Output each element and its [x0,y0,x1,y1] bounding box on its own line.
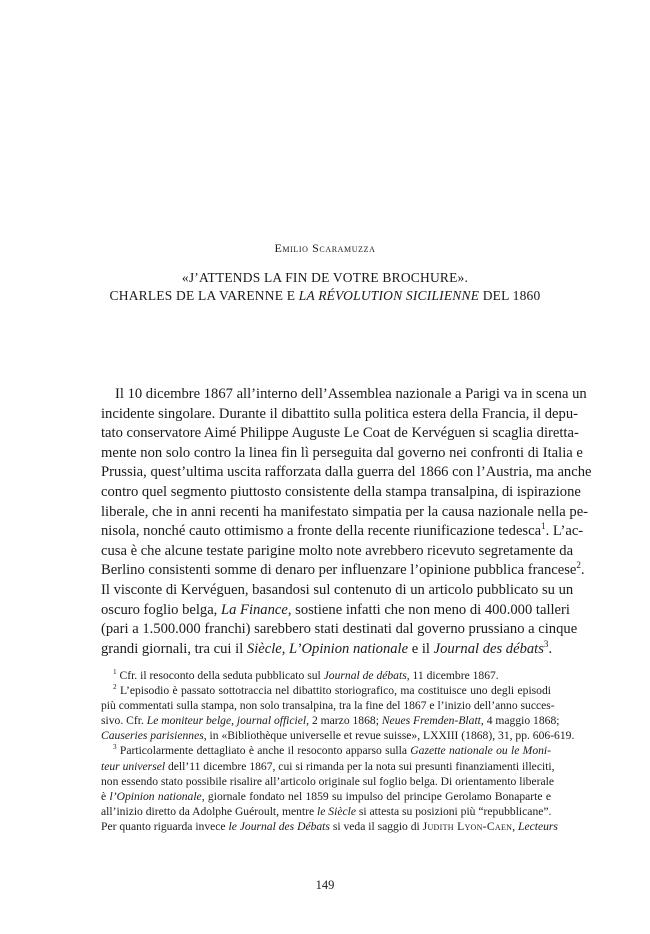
footnote-line: all’inizio diretto da Adolphe Guéroult, mentre le Siècle si attesta su posizioni più “repubblicane”. [101,804,552,818]
footnote-line: più commentati sulla stampa, non solo transalpina, tra la fine del 1867 e l’inizio dell’anno succes- [101,699,555,713]
footnote-ref[interactable]: 1 [541,521,546,532]
footnote-2: $^2$ L’episodio è passato sottotraccia nel dibattito storiografico, ma costituisce uno degli episodi [113,683,551,698]
footnote-line: è l’Opinion nationale, giornale fondato nel 1859 su impulso del principe Gerolamo Bonaparte e [101,789,551,803]
author-name: Emilio Scaramuzza [274,241,376,255]
article-title [0,269,650,305]
footnote-3: $^3$ Particolarmente dettagliato è anche il resoconto apparso sulla Gazette nationale ou le Moni- [113,743,551,758]
title-line-1: «J’ATTENDS LA FIN DE VOTRE BROCHURE». [181,270,469,285]
title-line-2: CHARLES DE LA VARENNE E LA RÉVOLUTION SICILIENNE DEL 1860 [109,288,541,303]
body-line: nisola, nonché cauto ottimismo a fronte della recente riunificazione tedesca$^1$. L’ac- [101,521,584,540]
footnote-ref[interactable]: 2 [576,560,581,571]
footnote-ref[interactable]: 3 [543,638,549,649]
body-line: Berlino consistenti somme di denaro per influenzare l’opinione pubblica francese$^2$. [101,560,585,579]
footnote-line: non essendo stato possibile risalire all’articolo originale sul foglio belga. Di orientamento liberale [101,774,554,788]
body-line: oscuro foglio belga, La Finance, sostiene infatti che non meno di 400.000 talleri [101,601,570,618]
body-line: tato conservatore Aimé Philippe Auguste Le Coat de Kervéguen si scaglia diretta- [101,425,579,442]
body-line: incidente singolare. Durante il dibattito sulla politica estera della Francia, il depu- [101,405,578,422]
footnote-line: sivo. Cfr. Le moniteur belge, journal officiel, 2 marzo 1868; Neues Fremden-Blatt, 4 maggio 1868; [101,714,560,728]
body-line: cusa è che alcune testate parigine molto note avrebbero ricevuto segretamente da [101,542,574,559]
page-number: 149 [315,878,335,892]
footnote-line: teur universel dell’11 dicembre 1867, cui si rimanda per la nota sui presunti finanziamenti illeciti, [101,759,555,773]
body-line: Il 10 dicembre 1867 all’interno dell’Assemblea nazionale a Parigi va in scena un [115,386,587,402]
body-line: Prussia, quest’ultima uscita rafforzata dalla guerra del 1866 con l’Austria, ma anche [101,464,592,481]
body-paragraph [101,385,592,659]
body-line: Il visconte di Kervéguen, basandosi sul contenuto di un articolo pubblicato su un [101,581,574,598]
footnote-line: Causeries parisiennes, in «Bibliothèque universelle et revue suisse», LXXIII (1868), 31, pp. 606-619. [101,729,575,743]
body-line: (pari a 1.500.000 franchi) sarebbero stati destinati dal governo prussiano a cinque [101,621,578,638]
footnote-1: $^1$ Cfr. il resoconto della seduta pubblicato sul Journal de débats, 11 dicembre 1867. [113,668,499,682]
body-line: contro quel segmento piuttosto consistente della stampa transalpina, di ispirazione [101,483,581,500]
body-line: grandi giornali, tra cui il Siècle, L’Opinion nationale e il Journal des débats$^3$. [101,638,553,657]
footnote-line: Per quanto riguarda invece le Journal des Débats si veda il saggio di Judith Lyon-Caen, Lecteurs [101,819,558,833]
body-line: liberale, che in anni recenti ha manifestato simpatia per la causa nazionale nella pe- [101,503,589,520]
body-line: mente non solo contro la linea fin lì perseguita dal governo nei confronti di Italia e [101,444,583,461]
footnotes [101,668,575,834]
